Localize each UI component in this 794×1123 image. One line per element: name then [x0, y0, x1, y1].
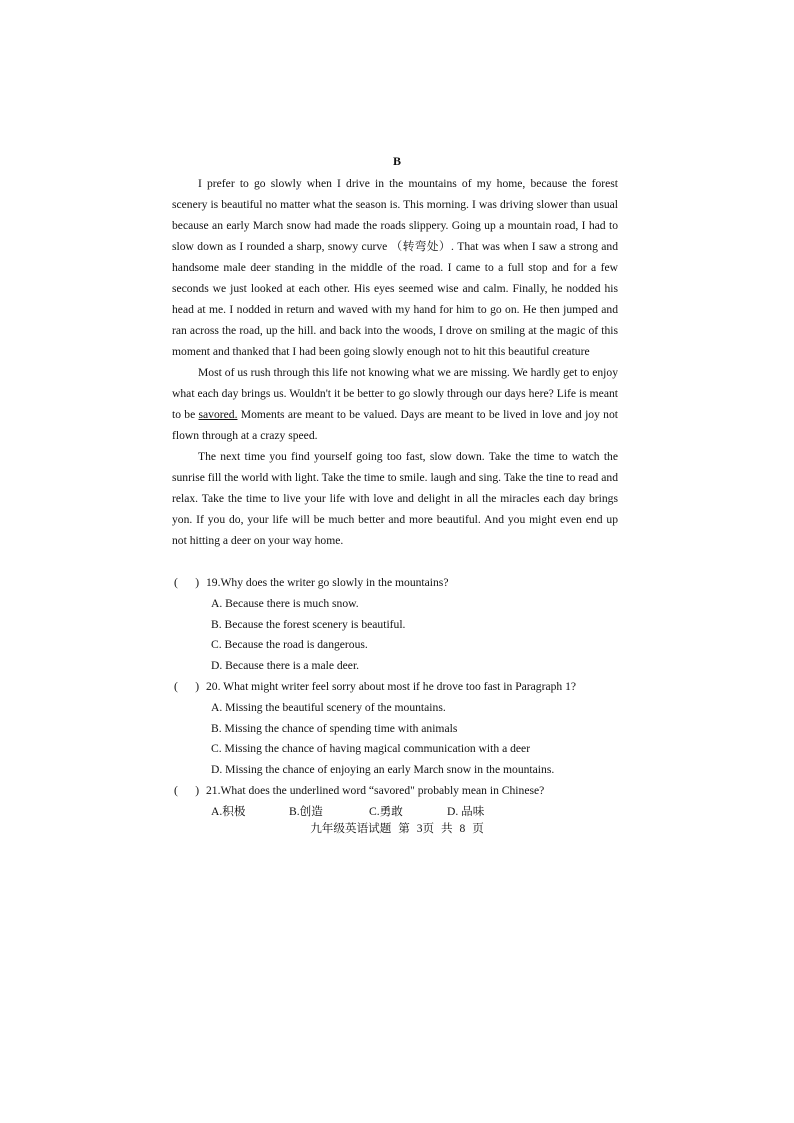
answer-blank[interactable]: ( )	[174, 783, 200, 797]
answer-blank[interactable]: ( )	[174, 576, 200, 589]
option-20-d: D. Missing the chance of enjoying an early March snow in the mountains.	[211, 763, 555, 777]
paragraph-2-start: Most of us rush through this life not knowing what we are missing. We hardly get to enjoy what each day brings us. Wouldn't it be better to go slowly through our days here? Life is meant to be	[172, 366, 618, 421]
option-21-d: D. 品味	[447, 804, 485, 818]
question-21	[174, 781, 624, 802]
reading-passage	[172, 173, 618, 551]
paragraph-2-end: Moments are meant to be valued. Days are meant to be lived in love and joy not flown through at a crazy speed.	[172, 408, 618, 442]
underlined-word: savored.	[198, 408, 238, 421]
page-footer: 九年级英语试题 第 3页 共 8 页	[310, 822, 484, 835]
option-21-a: A.积极	[211, 804, 246, 818]
option-20-c: C. Missing the chance of having magical communication with a deer	[211, 742, 531, 756]
question-list	[174, 573, 624, 823]
option-19-c: C. Because the road is dangerous.	[211, 638, 368, 652]
option-20-a: A. Missing the beautiful scenery of the mountains.	[211, 700, 446, 714]
question-text: 21.What does the underlined word “savored" probably mean in Chinese?	[206, 783, 545, 797]
answer-blank[interactable]: ( )	[174, 679, 200, 693]
question-text: 20. What might writer feel sorry about most if he drove too fast in Paragraph 1?	[206, 679, 577, 693]
option-19-a: A. Because there is much snow.	[211, 596, 359, 610]
section-heading: B	[392, 154, 401, 168]
option-21-b: B.创造	[289, 804, 323, 818]
option-19-b: B. Because the forest scenery is beautiful.	[211, 617, 406, 631]
paragraph-2	[172, 362, 618, 446]
option-20-b: B. Missing the chance of spending time with animals	[211, 721, 458, 735]
paragraph-3: The next time you find yourself going too fast, slow down. Take the time to watch the sunrise fill the world with light. Take the time to smile. laugh and sing. Take the tine to read and relax. Take the time to live your life with love and delight in all the miracles each day brings yon. If you do, your life will be much better and more beautiful. And you might even end up not hitting a deer on your way home.	[172, 450, 618, 547]
option-19-d: D. Because there is a male deer.	[211, 659, 360, 673]
paragraph-1: I prefer to go slowly when I drive in the mountains of my home, because the forest scenery is beautiful no matter what the season is. This morning. I was driving slower than usual because an early March snow had made the roads slippery. Going up a mountain road, I had to slow down as I rounded a sharp, snowy curve （转弯处）. That was when I saw a strong and handsome male deer standing in the middle of the road. I came to a full stop and for a few seconds we just looked at each other. His eyes seemed wise and calm. Finally, he nodded his head at me. I nodded in return and waved with my hand for him to go on. He then jumped and ran across the road, up the hill. and back into the woods, I drove on smiling at the magic of this moment and thanked that I had been going slowly enough not to hit this beautiful creature	[172, 177, 618, 358]
question-text: 19.Why does the writer go slowly in the mountains?	[206, 576, 449, 589]
option-21-c: C.勇敢	[369, 804, 403, 818]
question-19	[174, 573, 624, 594]
question-20	[174, 677, 624, 698]
